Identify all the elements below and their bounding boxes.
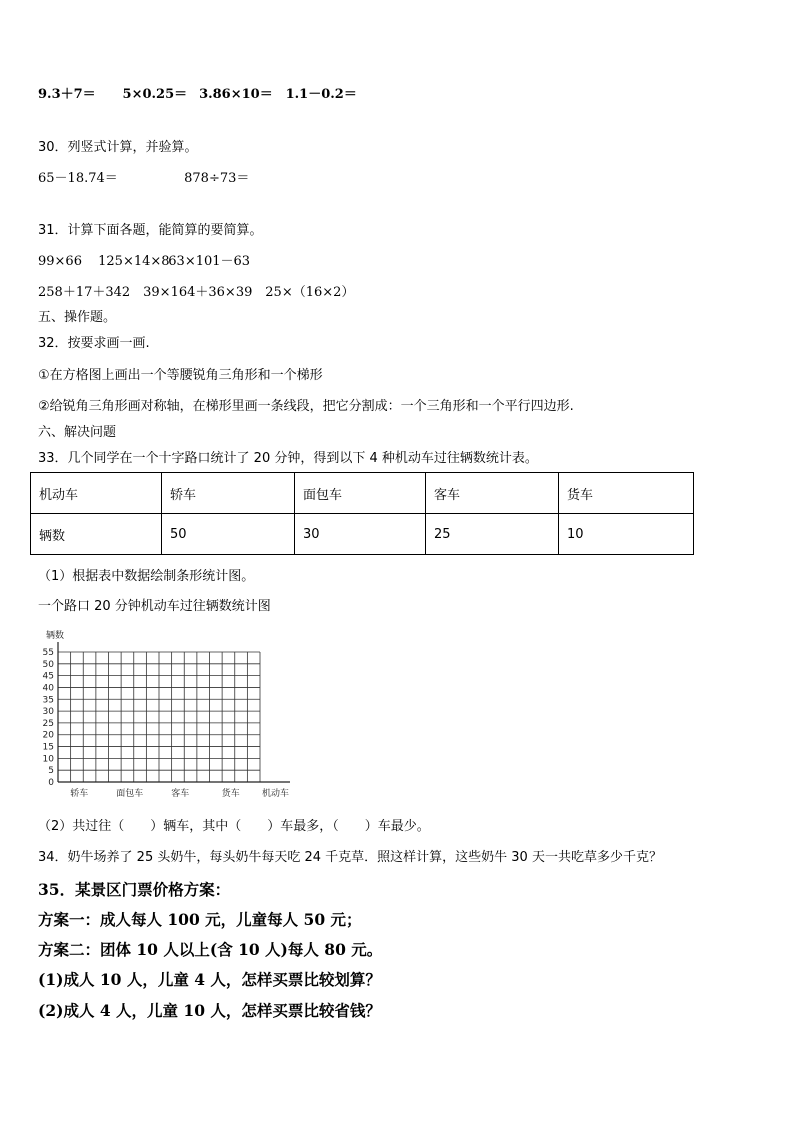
calc-item: 3.86×10＝: [199, 87, 273, 102]
table-cell: 50: [162, 514, 295, 555]
y-tick-label: 30: [42, 707, 54, 718]
chart-grid: [58, 652, 260, 782]
y-tick-label: 55: [42, 648, 54, 658]
y-tick-label: 10: [42, 754, 54, 765]
q35-plan2: 方案二：团体 10 人以上(含 10 人)每人 80 元。: [38, 940, 383, 959]
calc-item: 5×0.25＝: [122, 87, 188, 102]
chart-title: 一个路口 20 分钟机动车过往辆数统计图: [38, 599, 271, 614]
x-tick-label: 轿车: [70, 789, 89, 799]
q35-plan1: 方案一：成人每人 100 元，儿童每人 50 元；: [38, 910, 362, 929]
q30-item: 878÷73＝: [184, 171, 250, 186]
y-tick-label: 25: [42, 718, 54, 729]
calc-item: 1.1－0.2＝: [285, 87, 357, 102]
q31-row1: [38, 250, 250, 269]
vehicle-table: [30, 472, 694, 555]
table-cell: 10: [559, 514, 694, 555]
x-tick-label: 货车: [221, 789, 240, 799]
y-tick-label: 40: [42, 683, 54, 694]
q32-item1: ①在方格图上画出一个等腰锐角三角形和一个梯形: [38, 368, 323, 383]
q33-sub1: （1）根据表中数据绘制条形统计图。: [38, 569, 255, 584]
q33-sub2: （2）共过往（ ）辆车，其中（ ）车最多，（ ）车最少。: [38, 819, 430, 834]
q35-sub2: (2)成人 4 人，儿童 10 人，怎样买票比较省钱？: [38, 1001, 381, 1020]
x-tick-label: 客车: [171, 789, 190, 799]
table-row: [31, 514, 694, 555]
y-tick-label: 35: [42, 695, 54, 706]
table-cell: 辆数: [31, 514, 162, 555]
y-axis-ticks: [43, 648, 55, 788]
q31-item: 63×101－63: [168, 254, 251, 269]
q31-item: 125×14×8: [98, 254, 170, 269]
x-axis-label: 机动车: [262, 789, 290, 799]
section-5-heading: 五、操作题。: [38, 310, 117, 325]
y-axis-label: 辆数: [46, 631, 65, 641]
table-cell: 30: [295, 514, 426, 555]
table-cell: 机动车: [31, 473, 162, 514]
q30-item: 65－18.74＝: [38, 171, 118, 186]
y-tick-label: 0: [48, 778, 54, 788]
q30-title: 30．列竖式计算，并验算。: [38, 140, 198, 155]
q33-title: 33．几个同学在一个十字路口统计了 20 分钟，得到以下 4 种机动车过往辆数统计表。: [38, 451, 538, 466]
q31-item: 25×（16×2）: [265, 285, 355, 300]
q32-title: 32．按要求画一画.: [38, 336, 150, 351]
q34-text: 34．奶牛场养了 25 头奶牛，每头奶牛每天吃 24 千克草．照这样计算，这些奶牛 30 天一共吃草多少千克？: [38, 850, 662, 865]
y-tick-label: 15: [42, 742, 54, 753]
x-tick-label: 面包车: [116, 789, 144, 799]
q31-item: 99×66: [38, 254, 82, 269]
y-tick-label: 20: [42, 730, 54, 741]
bar-chart-grid: [34, 622, 304, 804]
q30-items: [38, 167, 249, 186]
section-6-heading: 六、解决问题: [38, 425, 117, 440]
table-cell: 面包车: [295, 473, 426, 514]
q32-item2: ②给锐角三角形画对称轴，在梯形里画一条线段，把它分割成：一个三角形和一个平行四边形.: [38, 399, 574, 414]
table-cell: 货车: [559, 473, 694, 514]
q35-title: 35．某景区门票价格方案：: [38, 880, 231, 899]
q31-item: 258＋17＋342: [38, 285, 131, 300]
q31-item: 39×164＋36×39: [143, 285, 253, 300]
y-tick-label: 5: [48, 766, 54, 777]
calc-item: 9.3＋7＝: [38, 87, 96, 102]
table-cell: 25: [426, 514, 559, 555]
y-tick-label: 50: [42, 659, 54, 670]
x-axis-ticks: [70, 787, 240, 799]
table-cell: 轿车: [162, 473, 295, 514]
q35-sub1: (1)成人 10 人，儿童 4 人，怎样买票比较划算？: [38, 970, 381, 989]
q31-title: 31．计算下面各题，能简算的要简算。: [38, 223, 263, 238]
table-cell: 客车: [426, 473, 559, 514]
oral-calc-row: [38, 83, 357, 102]
q31-row2: [38, 281, 354, 300]
table-row: [31, 473, 694, 514]
y-tick-label: 45: [42, 671, 54, 682]
